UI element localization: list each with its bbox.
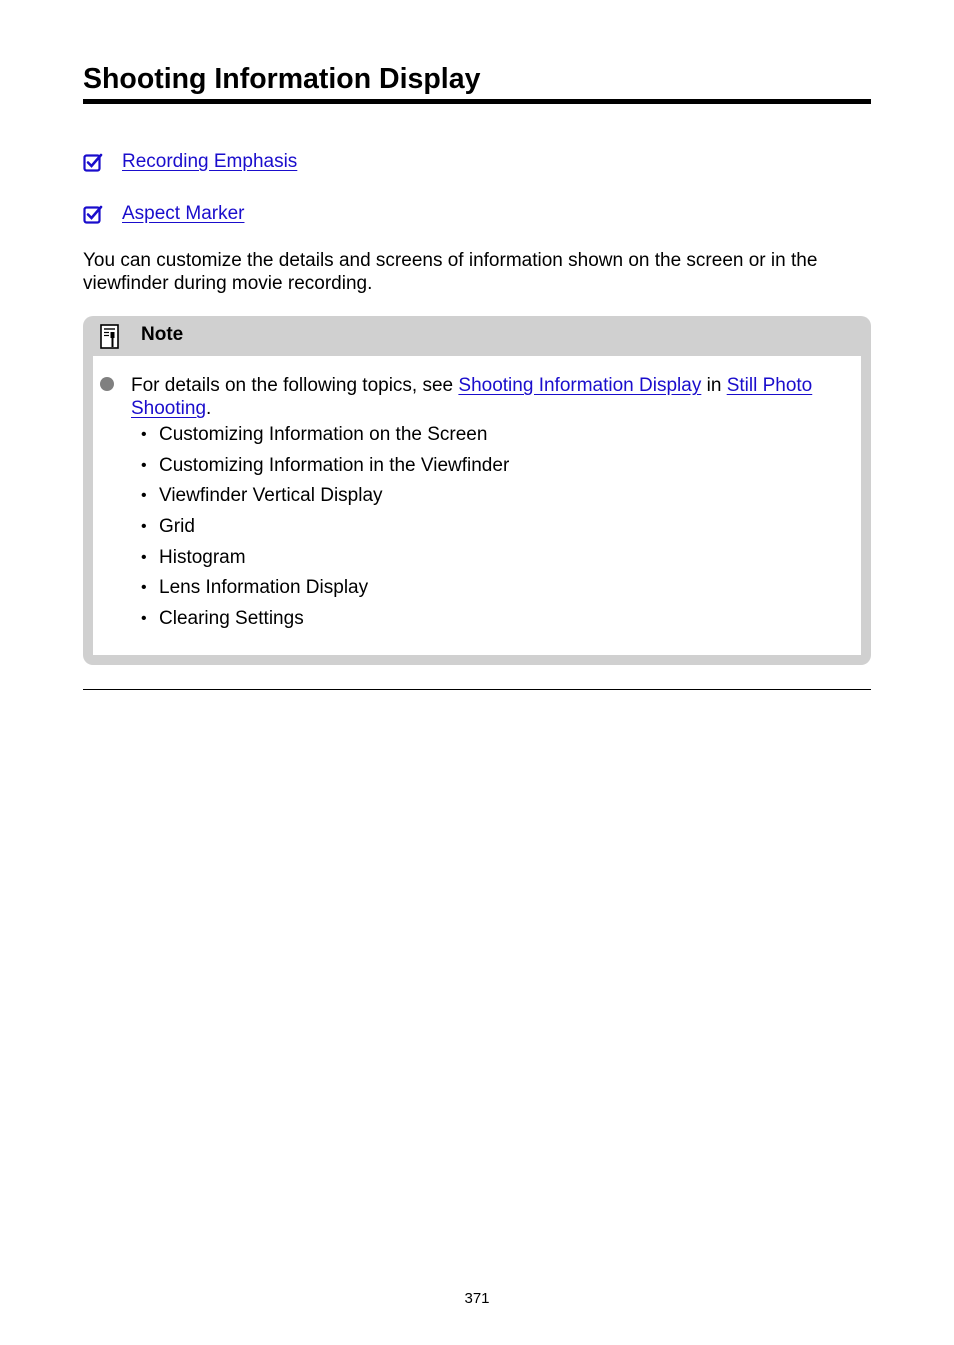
toc-link-recording-emphasis[interactable] <box>83 150 297 174</box>
bullet-dot: • <box>141 610 147 628</box>
topic-label: Grid <box>159 516 195 538</box>
bullet-dot: • <box>141 487 147 505</box>
bullet-dot: • <box>141 548 147 566</box>
shooting-information-display-link[interactable]: Shooting Information Display <box>458 375 702 396</box>
topic-label: Viewfinder Vertical Display <box>159 485 383 507</box>
topic-label: Lens Information Display <box>159 577 369 599</box>
note-label: Note <box>141 324 184 345</box>
checkbox-link-icon <box>83 204 103 224</box>
checkbox-link-icon <box>83 152 103 172</box>
toc-link-aspect-marker[interactable] <box>83 202 244 226</box>
list-item <box>141 515 509 546</box>
list-item <box>141 454 509 485</box>
intro-paragraph: You can customize the details and screens of information shown on the screen or in the viewfinder during movie recording. <box>83 250 818 294</box>
topic-list <box>141 423 509 638</box>
still-photo-shooting-link[interactable]: Still Photo Shooting <box>131 375 813 419</box>
list-item <box>141 607 509 638</box>
note-text-before: For details on the following topics, see <box>131 375 459 396</box>
note-memo-icon <box>100 324 122 350</box>
recording-emphasis-link[interactable]: Recording Emphasis <box>122 151 298 172</box>
note-body <box>93 356 861 655</box>
bullet-dot: • <box>141 426 147 443</box>
note-box <box>83 316 871 665</box>
list-item <box>141 546 509 577</box>
topic-label: Customizing Information on the Screen <box>159 424 488 445</box>
aspect-marker-link[interactable]: Aspect Marker <box>122 203 245 224</box>
note-bullet <box>100 377 114 391</box>
title-rule <box>83 99 871 104</box>
page-number: 371 <box>464 1290 490 1307</box>
note-text-after: . <box>206 398 212 419</box>
bullet-dot: • <box>141 456 147 474</box>
list-item <box>141 484 509 515</box>
note-text-mid: in <box>701 375 727 396</box>
note-header <box>83 316 871 356</box>
list-item <box>141 576 509 607</box>
topic-label: Clearing Settings <box>159 608 304 630</box>
page-title: Shooting Information Display <box>83 63 481 95</box>
bullet-dot: • <box>141 518 147 536</box>
list-item <box>141 423 509 454</box>
topic-label: Histogram <box>159 546 246 568</box>
bullet-dot: • <box>141 579 147 597</box>
topic-label: Customizing Information in the Viewfinder <box>159 454 510 476</box>
note-text <box>131 374 851 420</box>
bottom-rule <box>83 689 871 690</box>
